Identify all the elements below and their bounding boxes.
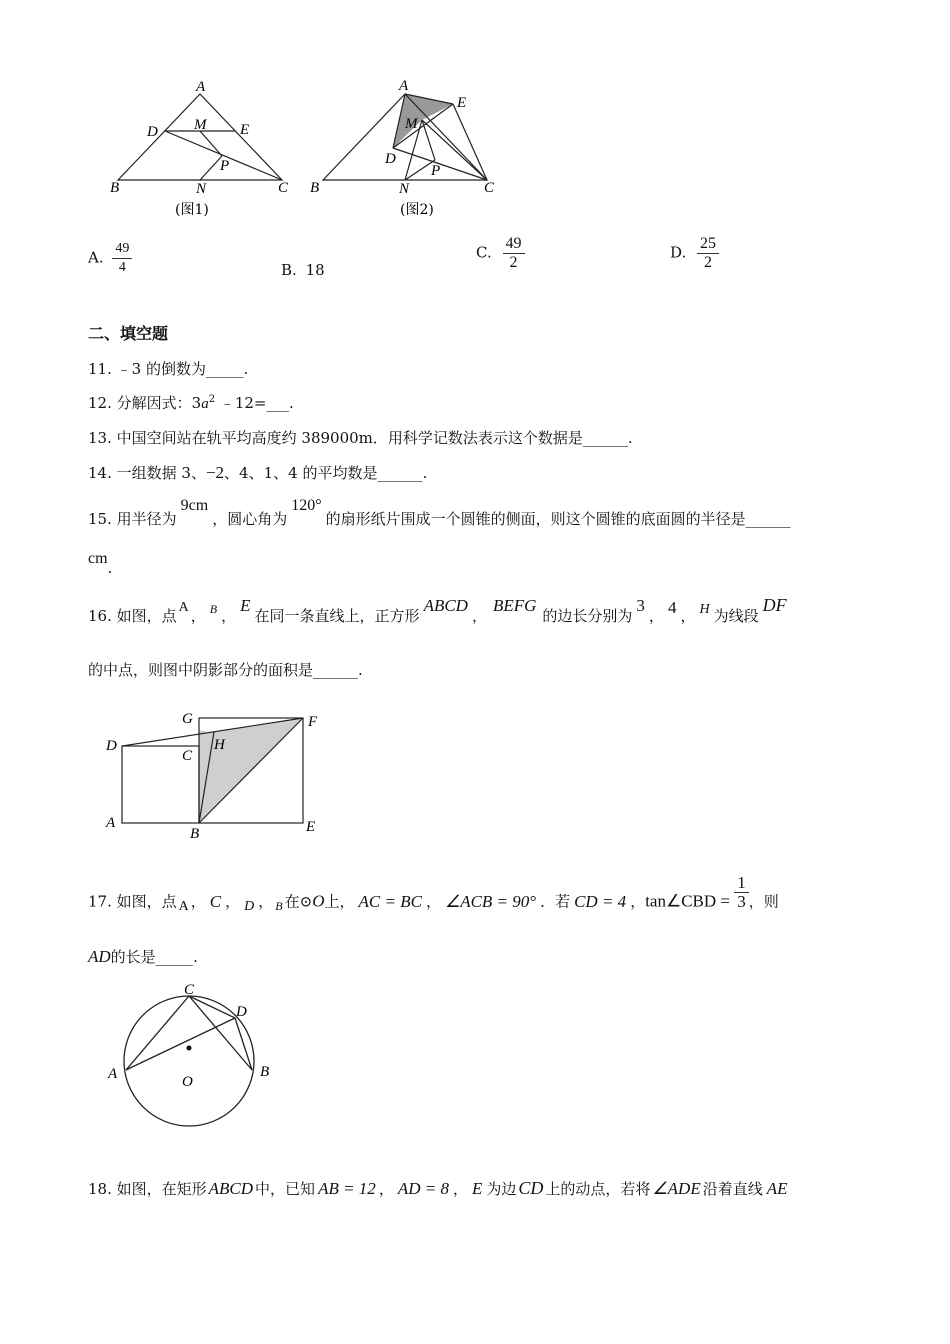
figure-2	[305, 76, 505, 221]
label-c: C	[278, 180, 289, 196]
figure-1	[100, 76, 300, 221]
label-c: C	[184, 982, 195, 998]
label-c: C	[484, 180, 495, 196]
label-f: F	[308, 714, 318, 730]
question-18: 18. 如图，在矩形 ABCD 中，已知 AB = 12 ， AD = 8 ， E 为边 CD 上的动点，若将 ∠ADE 沿着直线 AE	[88, 1178, 788, 1198]
label-a: A	[196, 79, 206, 95]
label-a: A	[108, 1066, 118, 1082]
label-b: B	[310, 180, 320, 196]
label-h: H	[214, 737, 225, 753]
center-point	[187, 1046, 192, 1051]
label-b: B	[260, 1064, 270, 1080]
fraction: $\frac{25}{2}$	[697, 235, 719, 272]
question-17: 17. 如图，点 A ， C ， D ， $_B$ 在⊙O上， AC = BC ， ∠ACB = 90° ．若 CD = 4 ，tan∠CBD = $\frac{1}{3}$ ，则	[88, 873, 779, 914]
label-b: B	[190, 826, 200, 842]
segment-np	[200, 156, 222, 180]
segment-mp	[200, 131, 222, 156]
question-13: 13. 中国空间站在轨平均高度约 389000m．用科学记数法表示这个数据是______.	[88, 429, 633, 447]
section-title: 二、填空题	[88, 324, 169, 343]
label-a: A	[106, 815, 116, 831]
question-16-line2: 的中点，则图中阴影部分的面积是______.	[88, 661, 363, 679]
option-c[interactable]: C. $\frac{49}{2}$	[476, 235, 525, 272]
question-12: 12. 分解因式：$3a^2$ ﹣12=___.	[88, 394, 294, 412]
figure-2-caption: (图2)	[400, 202, 434, 218]
option-a[interactable]: A. $\frac{49}{4}$	[88, 240, 132, 277]
option-b[interactable]: B. 18	[281, 261, 325, 279]
fraction: $\frac{49}{4}$	[112, 240, 132, 277]
label-m: M	[194, 117, 207, 133]
option-d[interactable]: D. $\frac{25}{2}$	[670, 235, 719, 272]
label-n: N	[196, 181, 207, 197]
label-d: D	[147, 124, 158, 140]
triangle-abc	[118, 94, 282, 180]
label-d: D	[236, 1004, 247, 1020]
question-16: 16. 如图，点 A ， $^B$ ，E在同一条直线上，正方形ABCD，BEFG的边长分别为3， 4 ， H 为线段DF	[88, 595, 787, 625]
chords	[126, 996, 252, 1070]
label-m: M	[405, 116, 418, 132]
question-11: 11. ﹣3 的倒数为_____.	[88, 360, 249, 378]
label-d: D	[106, 738, 117, 754]
label-b: B	[110, 180, 120, 196]
question-15-line2: cm.	[88, 550, 113, 577]
figure-1-caption: (图1)	[175, 202, 209, 218]
label-g: G	[182, 711, 193, 727]
label-c: C	[182, 748, 193, 764]
label-n: N	[399, 181, 410, 197]
fraction: $\frac{1}{3}$	[734, 874, 749, 911]
fraction: $\frac{49}{2}$	[503, 235, 525, 272]
label-e: E	[306, 819, 316, 835]
label-p: P	[220, 158, 230, 174]
figure-16	[100, 706, 330, 846]
question-15: 15. 用半径为9cm，圆心角为120°的扇形纸片围成一个圆锥的侧面，则这个圆锥的底面圆的半径是______	[88, 497, 791, 528]
label-d: D	[385, 151, 396, 167]
figure-17	[100, 980, 290, 1130]
label-e: E	[457, 95, 467, 111]
question-14: 14. 一组数据 3、−2、4、1、4 的平均数是______.	[88, 463, 428, 482]
question-17-line2: AD的长是_____.	[88, 947, 198, 966]
label-p: P	[431, 163, 441, 179]
label-a: A	[399, 78, 409, 94]
label-e: E	[240, 122, 250, 138]
label-o: O	[182, 1074, 193, 1090]
